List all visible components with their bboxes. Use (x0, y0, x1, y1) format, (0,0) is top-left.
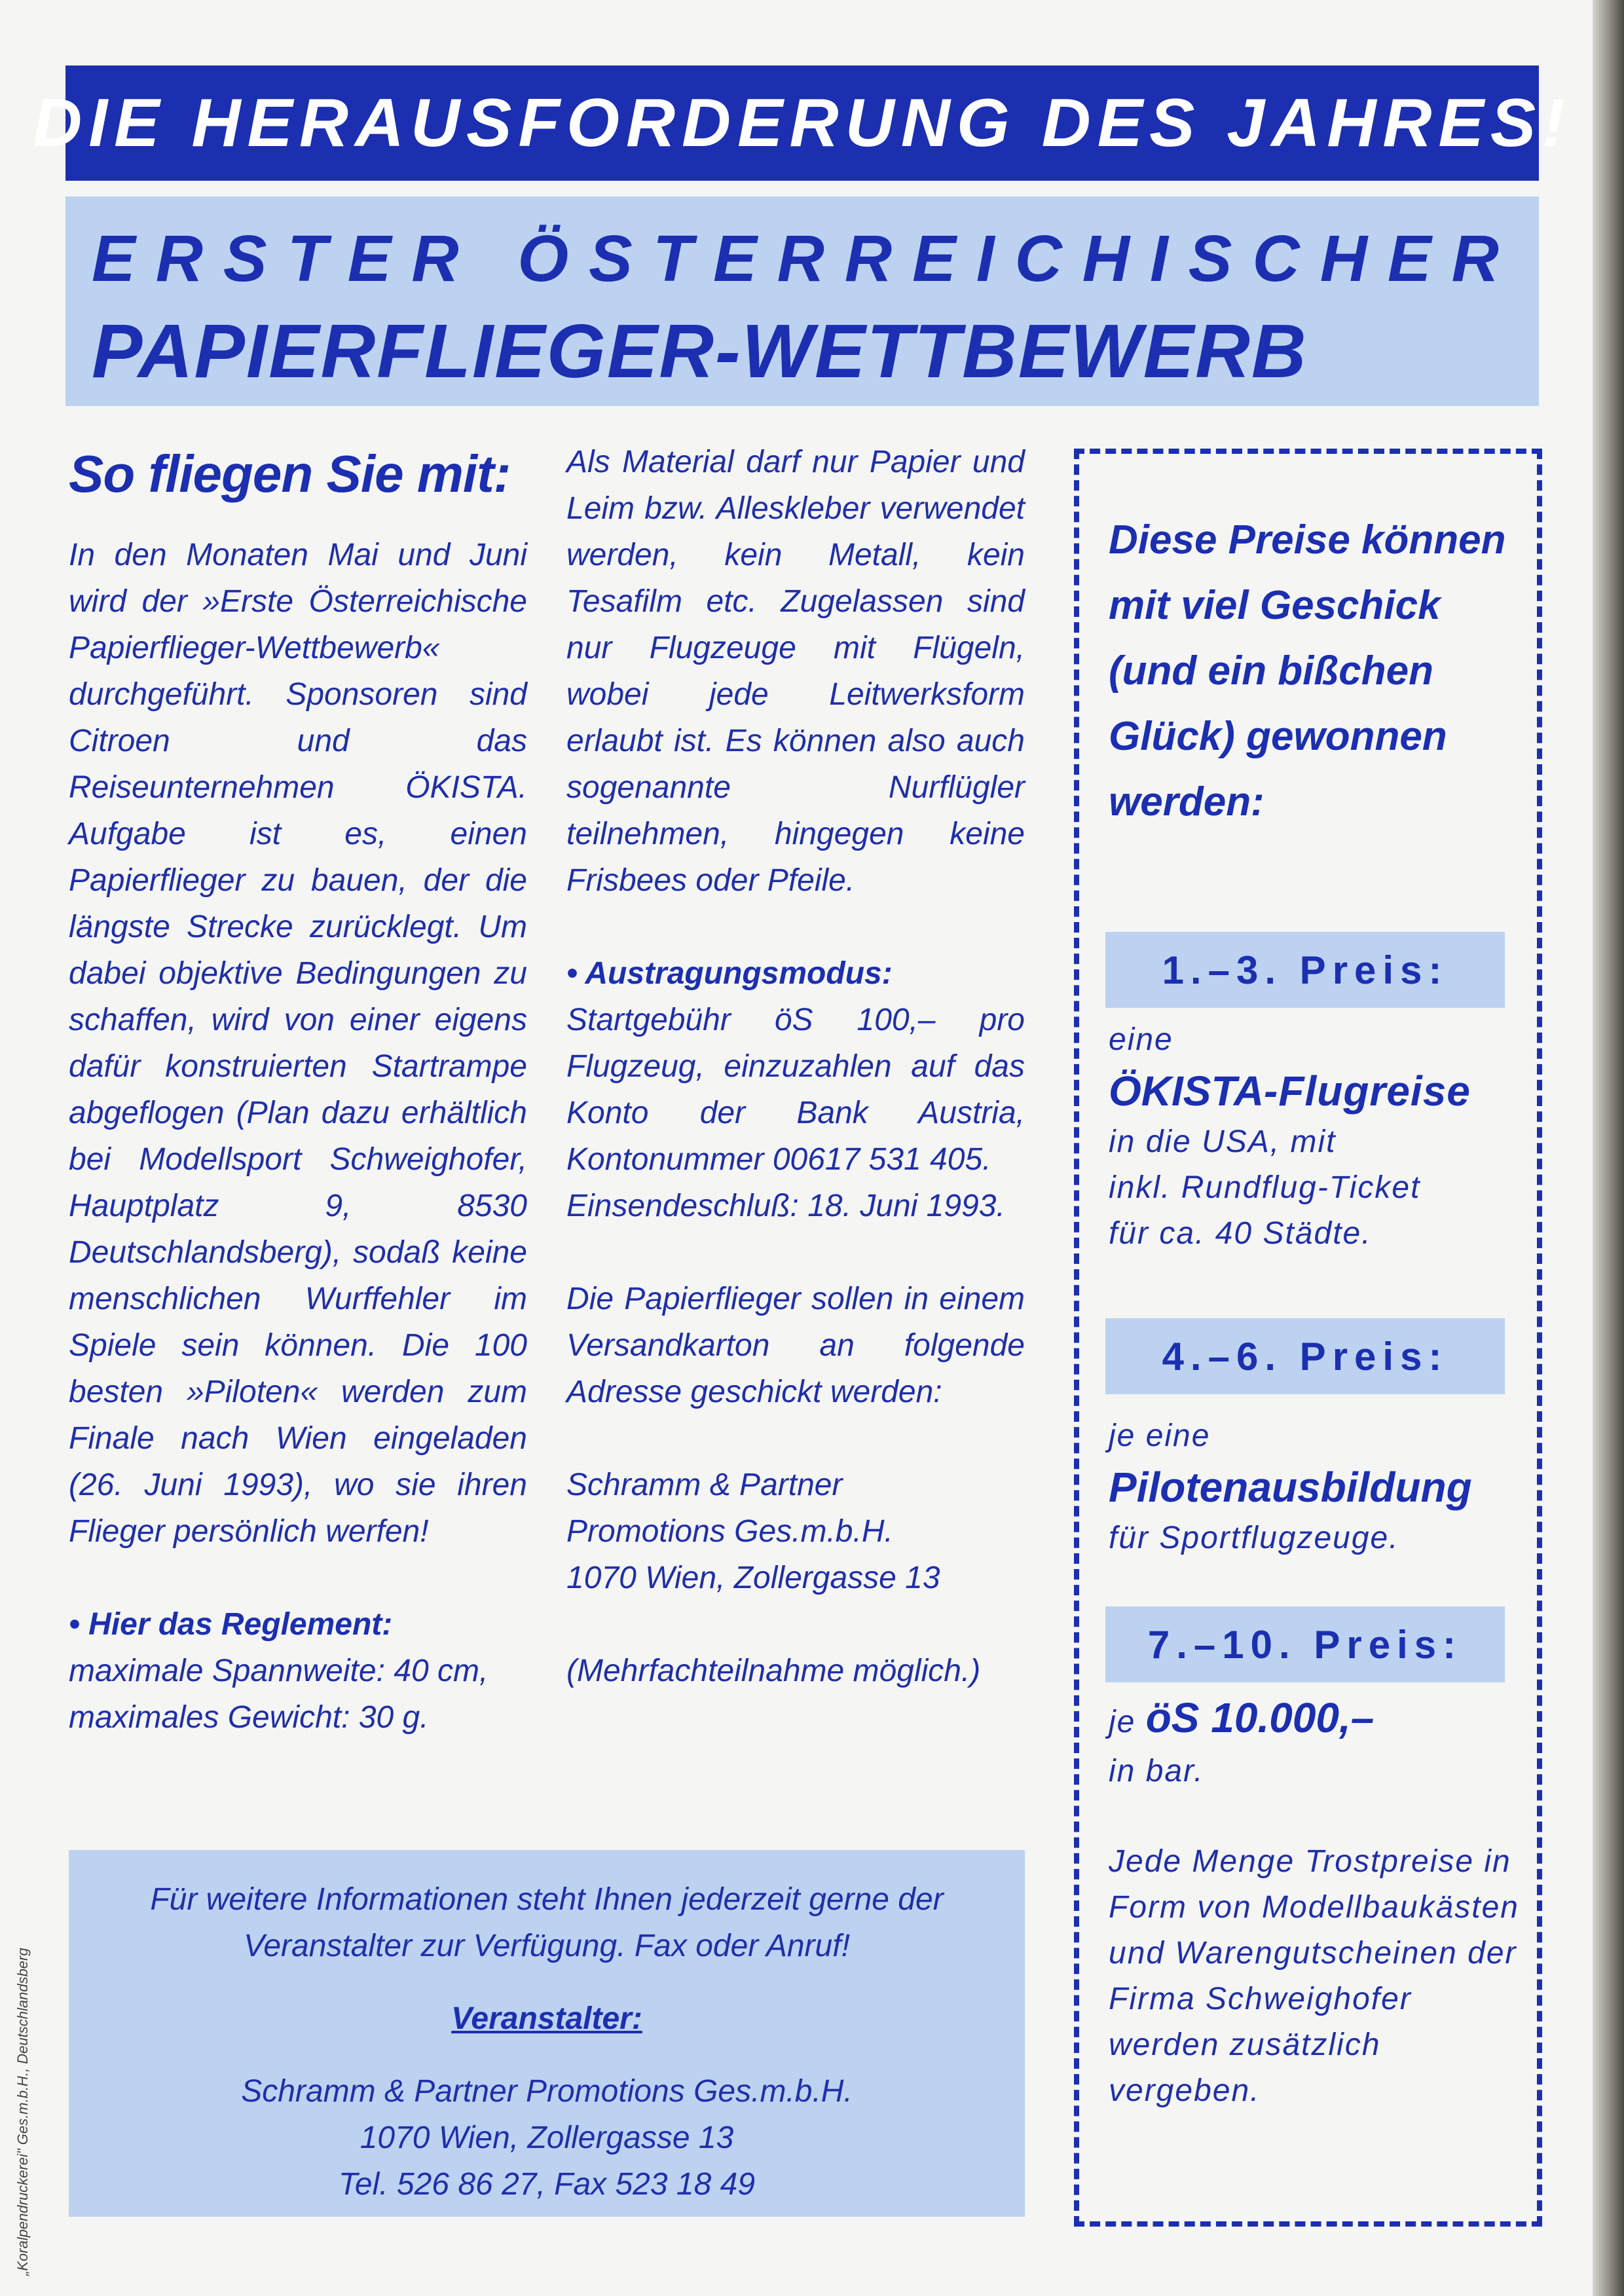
info-line-2: Veranstalter zur Verfügung. Fax oder Anruf! (244, 1929, 850, 1963)
middle-column (566, 439, 1025, 1694)
prize-band-1 (1105, 932, 1505, 1008)
prize-details-3 (1109, 1692, 1528, 1794)
page-edge-shadow (1593, 0, 1624, 2296)
left-column (69, 439, 527, 1741)
deadline-text: Einsendeschluß: 18. Juni 1993. (566, 1189, 1005, 1223)
prize-label-1: 1.–3. Preis: (1162, 948, 1449, 992)
prize-2-line-1: für Sportflugzeuge. (1109, 1521, 1399, 1555)
prize-2-pre: je eine (1109, 1418, 1211, 1453)
reglement-line-2: maximales Gewicht: 30 g. (69, 1700, 429, 1735)
prize-frame (1074, 449, 1542, 2227)
reglement-heading: • Hier das Reglement: (69, 1607, 393, 1642)
page-title: DIE HERAUSFORDERUNG DES JAHRES! (33, 84, 1572, 161)
prize-intro: Diese Preise können mit viel Geschick (und ein bißchen Glück) gewonnen werden: (1109, 517, 1506, 824)
organizer-line-1: Schramm & Partner Promotions Ges.m.b.H. (241, 2074, 853, 2109)
prize-1-main: ÖKISTA-Flugreise (1109, 1067, 1471, 1115)
material-paragraph: Als Material darf nur Papier und Leim bzw. Alleskleber verwendet werden, kein Metall, kein Tesafilm etc. Zugelassen sind nur Flugzeuge mit Flügeln, wobei jede Leitwerksform erlaubt ist. Es können also auch sogenannte Nurflügler teilnehmen, hingegen keine Frisbees oder Pfeile. (566, 445, 1025, 898)
prize-1-line-1: in die USA, mit (1109, 1124, 1337, 1159)
title-banner (33, 65, 1572, 181)
address-line-2: Promotions Ges.m.b.H. (566, 1514, 893, 1549)
prize-1-line-2: inkl. Rundflug-Ticket (1109, 1170, 1421, 1205)
left-heading: So fliegen Sie mit: (69, 445, 511, 503)
prize-label-3: 7.–10. Preis: (1147, 1622, 1463, 1667)
reglement-line-1: maximale Spannweite: 40 cm, (69, 1654, 489, 1688)
subtitle-line-2: PAPIERFLIEGER-WETTBEWERB (92, 308, 1308, 394)
prize-details-2 (1109, 1413, 1528, 1561)
modus-paragraph: Startgebühr öS 100,– pro Flugzeug, einzuzahlen auf das Konto der Bank Austria, Kontonummer 00617 531 405. (566, 1003, 1025, 1177)
prize-2-main: Pilotenausbildung (1109, 1464, 1472, 1511)
address-line-3: 1070 Wien, Zollergasse 13 (566, 1561, 940, 1595)
prize-band-2 (1105, 1318, 1505, 1394)
printer-imprint: „Koralpendruckerei" Ges.m.b.H., Deutschlandsberg (14, 1948, 31, 2276)
prize-1-pre: eine (1109, 1022, 1173, 1057)
consolation-block (1109, 1839, 1521, 2114)
info-box (69, 1850, 1025, 2217)
shipping-paragraph: Die Papierflieger sollen in einem Versandkarton an folgende Adresse geschickt werden: (566, 1282, 1025, 1409)
address-line-1: Schramm & Partner (566, 1468, 843, 1502)
prize-label-2: 4.–6. Preis: (1162, 1334, 1449, 1379)
prize-3-line-1: in bar. (1109, 1754, 1204, 1788)
organizer-line-2: 1070 Wien, Zollergasse 13 (360, 2120, 734, 2155)
modus-heading: • Austragungsmodus: (566, 956, 893, 991)
prize-band-3 (1105, 1606, 1505, 1682)
prize-details-1 (1109, 1017, 1528, 1257)
subtitle-banner (65, 196, 1539, 406)
prize-1-line-3: für ca. 40 Städte. (1109, 1216, 1372, 1251)
info-line-1: Für weitere Informationen steht Ihnen jederzeit gerne der (150, 1882, 944, 1917)
prize-3-amount-line: je öS 10.000,– (1109, 1694, 1375, 1741)
consolation-text: Jede Menge Trostpreise in Form von Modellbaukästen und Warengutscheinen der Firma Schweighofer werden zusätzlich vergeben. (1109, 1844, 1519, 2108)
organizer-line-3: Tel. 526 86 27, Fax 523 18 49 (338, 2167, 756, 2202)
intro-paragraph: In den Monaten Mai und Juni wird der »Erste Österreichische Papierflieger-Wettbewerb« durchgeführt. Sponsoren sind Citroen und das Reiseunternehmen ÖKISTA. Aufgabe ist es, einen Papierflieger zu bauen, der die längste Strecke zurücklegt. Um dabei objektive Bedingungen zu schaffen, wird von einer eigens dafür konstruierten Startrampe abgeflogen (Plan dazu erhältlich bei Modellsport Schweighofer, Hauptplatz 9, 8530 Deutschlandsberg), sodaß keine menschlichen Wurffehler im Spiele sein können. Die 100 besten »Piloten« werden zum Finale nach Wien eingeladen (26. Juni 1993), wo sie ihren Flieger persönlich werfen! (69, 538, 527, 1549)
multiple-entry-note: (Mehrfachteilnahme möglich.) (566, 1654, 981, 1688)
organizer-heading: Veranstalter: (451, 2001, 642, 2036)
subtitle-line-1: ERSTER ÖSTERREICHISCHER (92, 222, 1519, 295)
